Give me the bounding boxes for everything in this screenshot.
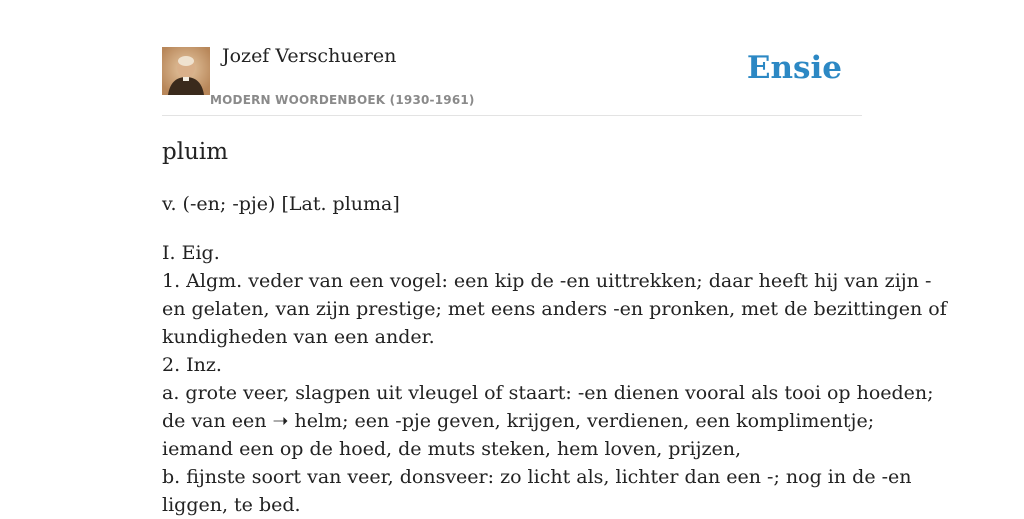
- definition-line: de van een ➝ helm; een -pje geven, krijgen, verdienen, een komplimentje;: [162, 410, 875, 432]
- site-logo[interactable]: Ensie: [746, 50, 842, 86]
- definition-line: I. Eig.: [162, 242, 220, 264]
- definition-text: [162, 239, 947, 519]
- definition-line: en gelaten, van zijn prestige; met eens anders -en pronken, met de bezittingen of: [162, 298, 947, 320]
- definition-line: iemand een op de hoed, de muts steken, hem loven, prijzen,: [162, 438, 742, 460]
- definition-line: kundigheden van een ander.: [162, 326, 435, 348]
- dictionary-source[interactable]: MODERN WOORDENBOEK (1930-1961): [210, 93, 475, 107]
- grammar-info: v. (-en; -pje) [Lat. pluma]: [162, 193, 400, 215]
- definition-line: 1. Algm. veder van een vogel: een kip de -en uittrekken; daar heeft hij van zijn -: [162, 270, 932, 292]
- entry-card: [162, 0, 947, 516]
- definition-line: liggen, te bed.: [162, 494, 301, 516]
- portrait-photo-icon: [162, 47, 210, 95]
- author-avatar[interactable]: [162, 47, 210, 95]
- entry-header: [162, 0, 862, 116]
- definition-line: b. fijnste soort van veer, donsveer: zo licht als, lichter dan een -; nog in de -en: [162, 466, 912, 488]
- definition-line: a. grote veer, slagpen uit vleugel of staart: -en dienen vooral als tooi op hoeden;: [162, 382, 934, 404]
- author-name[interactable]: Jozef Verschueren: [222, 45, 397, 67]
- headword: pluim: [162, 139, 229, 165]
- definition-line: 2. Inz.: [162, 354, 222, 376]
